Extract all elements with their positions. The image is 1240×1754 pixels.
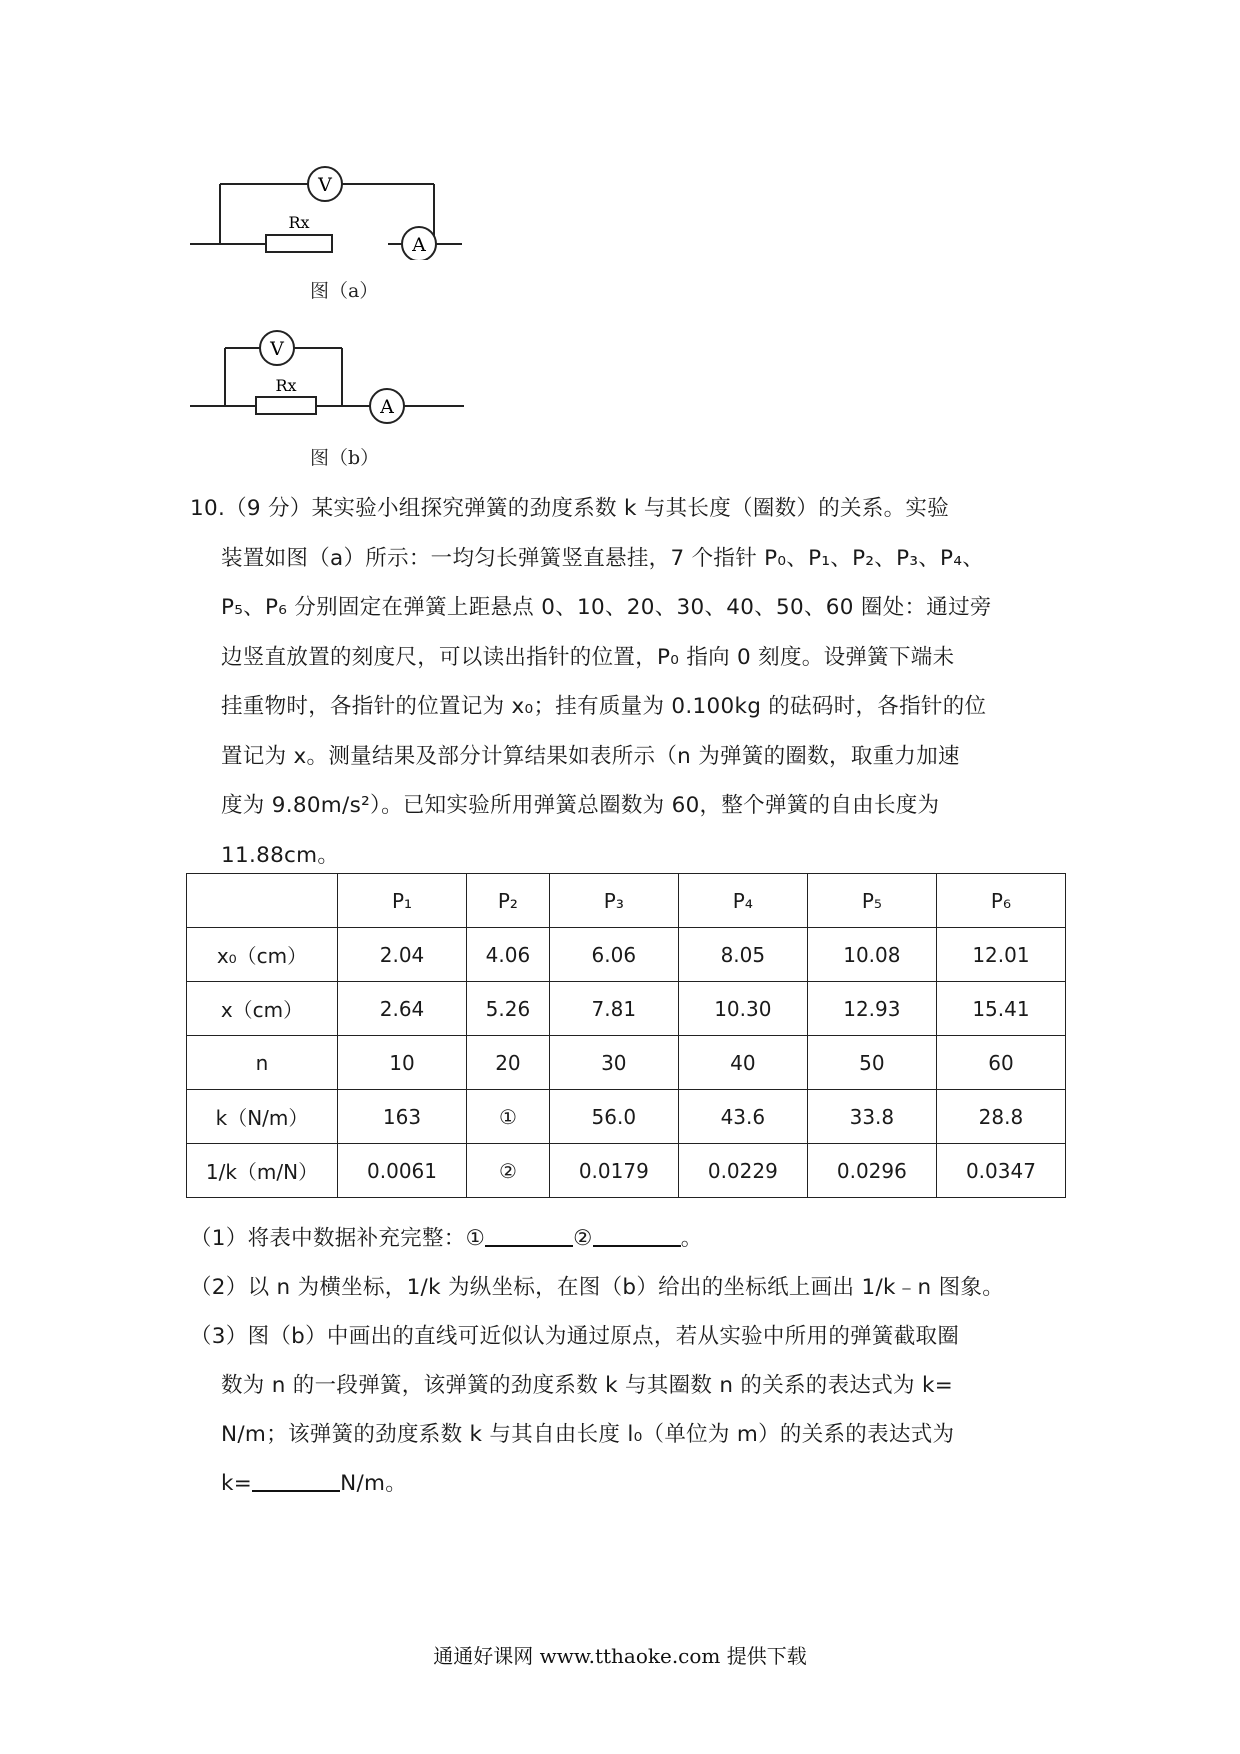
table-cell: 7.81 bbox=[549, 982, 678, 1036]
circuit-figure-b bbox=[190, 326, 470, 426]
question-3-line-4 bbox=[190, 1459, 1070, 1508]
table-cell: ① bbox=[467, 1090, 550, 1144]
table-cell: ② bbox=[467, 1144, 550, 1198]
table-cell: 15.41 bbox=[936, 982, 1065, 1036]
question-3-line-3: N/m；该弹簧的劲度系数 k 与其自由长度 l₀（单位为 m）的关系的表达式为 bbox=[221, 1422, 955, 1447]
table-cell: 33.8 bbox=[807, 1090, 936, 1144]
table-cell: 4.06 bbox=[467, 928, 550, 982]
problem-line-2: 装置如图（a）所示：一均匀长弹簧竖直悬挂，7 个指针 P₀、P₁、P₂、P₃、P₄、 bbox=[221, 545, 985, 571]
question-2: （2）以 n 为横坐标，1/k 为纵坐标，在图（b）给出的坐标纸上画出 1/k﹣n 图象。 bbox=[190, 1275, 1004, 1300]
table-cell: 60 bbox=[936, 1036, 1065, 1090]
figure-b-caption: 图（b） bbox=[310, 447, 380, 469]
table-cell: n bbox=[187, 1036, 338, 1090]
answer-blank-2 bbox=[593, 1223, 681, 1247]
problem-line-7: 度为 9.80m/s²）。已知实验所用弹簧总圈数为 60，整个弹簧的自由长度为 bbox=[221, 793, 940, 818]
table-cell: 43.6 bbox=[678, 1090, 807, 1144]
resistor-b-label: Rx bbox=[275, 376, 297, 395]
table-cell: x₀（cm） bbox=[187, 928, 338, 982]
table-cell: 8.05 bbox=[678, 928, 807, 982]
question-1 bbox=[190, 1214, 1070, 1263]
voltmeter-b-label: V bbox=[270, 338, 284, 360]
table-cell: 1/k（m/N） bbox=[187, 1144, 338, 1198]
table-cell: 10 bbox=[338, 1036, 467, 1090]
table-row bbox=[187, 1144, 1066, 1198]
question-3-line-2: 数为 n 的一段弹簧，该弹簧的劲度系数 k 与其圈数 n 的关系的表达式为 k= bbox=[221, 1373, 954, 1398]
problem-line-1: 10.（9 分）某实验小组探究弹簧的劲度系数 k 与其长度（圈数）的关系。实验 bbox=[190, 496, 950, 521]
table-cell: 28.8 bbox=[936, 1090, 1065, 1144]
circuit-b-diagram bbox=[190, 326, 470, 426]
table-cell: 0.0179 bbox=[549, 1144, 678, 1198]
question-1-end: 。 bbox=[680, 1226, 703, 1251]
table-cell: 50 bbox=[807, 1036, 936, 1090]
ammeter-b-label: A bbox=[380, 396, 394, 418]
table-header-cell: P₅ bbox=[807, 874, 936, 928]
question-3-unit: N/m。 bbox=[340, 1471, 408, 1496]
answer-blank-3 bbox=[252, 1468, 340, 1492]
table-cell: 0.0296 bbox=[807, 1144, 936, 1198]
question-3-k-label: k= bbox=[221, 1471, 253, 1496]
table-header-cell: P₂ bbox=[467, 874, 550, 928]
table-cell: 6.06 bbox=[549, 928, 678, 982]
question-1-text: （1）将表中数据补充完整：① bbox=[190, 1226, 486, 1251]
question-1-mark-2: ② bbox=[573, 1226, 593, 1251]
table-header-cell: P₃ bbox=[549, 874, 678, 928]
table-cell: 10.08 bbox=[807, 928, 936, 982]
table-cell: 0.0229 bbox=[678, 1144, 807, 1198]
table-cell: 10.30 bbox=[678, 982, 807, 1036]
problem-line-5: 挂重物时，各指针的位置记为 x₀；挂有质量为 0.100kg 的砝码时，各指针的位 bbox=[221, 694, 987, 719]
table-cell: 56.0 bbox=[549, 1090, 678, 1144]
problem-line-3: P₅、P₆ 分别固定在弹簧上距悬点 0、10、20、30、40、50、60 圈处：通过旁 bbox=[221, 595, 992, 620]
problem-line-6: 置记为 x。测量结果及部分计算结果如表所示（n 为弹簧的圈数，取重力加速 bbox=[221, 743, 960, 769]
table-cell: 40 bbox=[678, 1036, 807, 1090]
voltmeter-a-label: V bbox=[318, 174, 332, 196]
table-row bbox=[187, 928, 1066, 982]
table-cell: 12.01 bbox=[936, 928, 1065, 982]
page-footer: 通通好课网 www.tthaoke.com 提供下载 bbox=[433, 1644, 807, 1668]
table-header-row bbox=[187, 874, 1066, 928]
table-header-cell: P₄ bbox=[678, 874, 807, 928]
table-cell: k（N/m） bbox=[187, 1090, 338, 1144]
problem-line-4: 边竖直放置的刻度尺，可以读出指针的位置，P₀ 指向 0 刻度。设弹簧下端未 bbox=[221, 644, 955, 670]
table-cell: 0.0061 bbox=[338, 1144, 467, 1198]
circuit-figure-a bbox=[190, 160, 470, 260]
circuit-a-diagram bbox=[190, 160, 470, 260]
table-cell: 2.64 bbox=[338, 982, 467, 1036]
table-header-cell: P₆ bbox=[936, 874, 1065, 928]
ammeter-a-label: A bbox=[412, 234, 426, 256]
measurement-table bbox=[186, 873, 1066, 1198]
table-cell: 5.26 bbox=[467, 982, 550, 1036]
problem-line-8: 11.88cm。 bbox=[221, 842, 340, 868]
figure-a-caption: 图（a） bbox=[310, 280, 379, 302]
question-3-line-1: （3）图（b）中画出的直线可近似认为通过原点，若从实验中所用的弹簧截取圈 bbox=[190, 1324, 960, 1349]
table-header-cell bbox=[187, 874, 338, 928]
problem-statement bbox=[190, 484, 1070, 880]
table-cell: 30 bbox=[549, 1036, 678, 1090]
table-cell: 12.93 bbox=[807, 982, 936, 1036]
answer-blank-1 bbox=[485, 1223, 573, 1247]
table-cell: 163 bbox=[338, 1090, 467, 1144]
resistor-a-label: Rx bbox=[288, 213, 310, 232]
table-row bbox=[187, 1036, 1066, 1090]
table-row bbox=[187, 1090, 1066, 1144]
table-cell: 2.04 bbox=[338, 928, 467, 982]
table-cell: 0.0347 bbox=[936, 1144, 1065, 1198]
questions bbox=[190, 1214, 1070, 1508]
table-cell: x（cm） bbox=[187, 982, 338, 1036]
table-cell: 20 bbox=[467, 1036, 550, 1090]
table-header-cell: P₁ bbox=[338, 874, 467, 928]
table-row bbox=[187, 982, 1066, 1036]
